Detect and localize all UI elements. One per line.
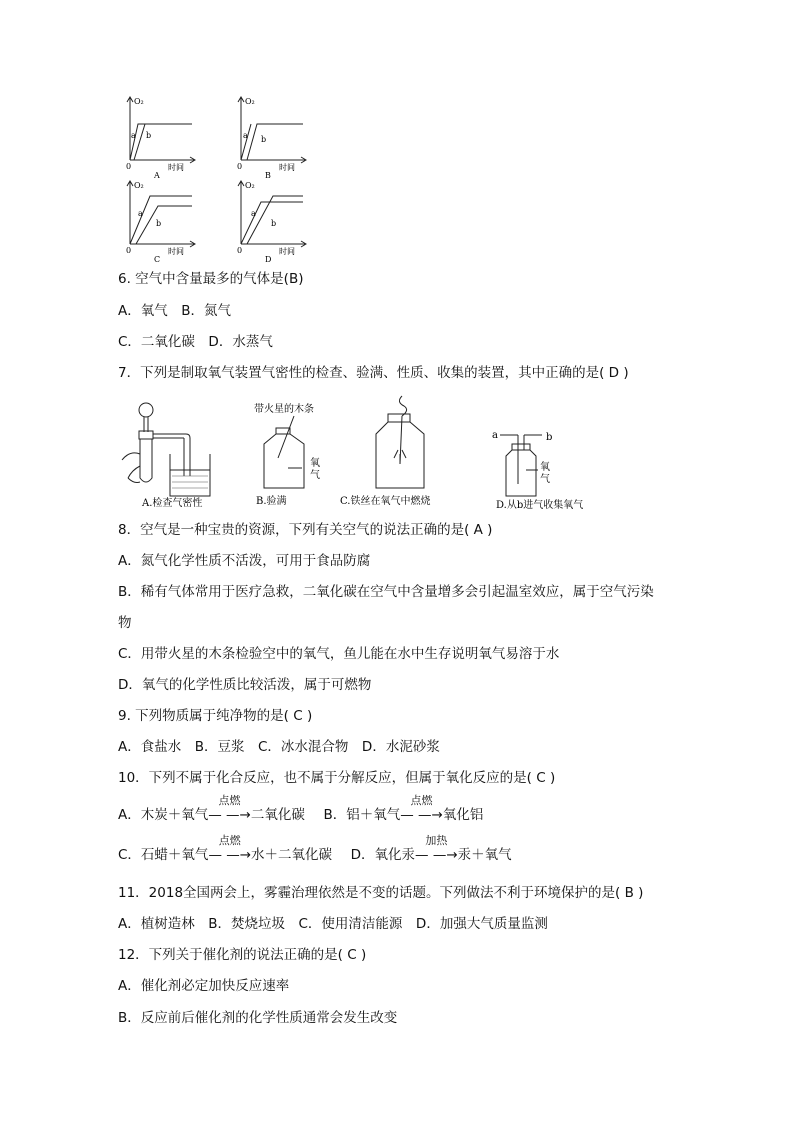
svg-text:时间: 时间 [279,163,295,172]
apparatus-c [338,392,458,510]
q8-stem: 8．空气是一种宝贵的资源，下列有关空气的说法正确的是( A ) [118,522,493,538]
svg-text:D: D [265,255,272,262]
q11-options: A．植树造林 B．焚烧垃圾 C．使用清洁能源 D．加强大气质量监测 [118,916,548,932]
q6-options-2: C．二氧化碳 D．水蒸气 [118,334,273,350]
q9-stem: 9. 下列物质属于纯净物的是( C ) [118,708,313,724]
svg-text:B: B [265,171,271,178]
svg-text:a: a [138,209,143,218]
svg-text:b: b [271,219,277,228]
graph-caption: A [154,171,160,178]
apparatus-b [248,398,348,510]
line-b-label: b [146,131,152,140]
q8-option-c: C．用带火星的木条检验空中的氧气，鱼儿能在水中生存说明氧气易溶于水 [118,646,560,662]
q12-stem: 12．下列关于催化剂的说法正确的是( C ) [118,947,367,963]
port-a-label: a [492,430,498,441]
svg-text:0: 0 [237,246,243,255]
svg-text:氧: 氧 [310,458,320,469]
line-a-label: a [131,131,136,140]
apparatus-d [490,426,600,510]
svg-text:b: b [261,135,267,144]
q7-stem: 7．下列是制取氧气装置气密性的检查、验满、性质、收集的装置，其中正确的是( D ) [118,365,629,381]
svg-text:气: 气 [310,470,320,481]
y-axis-label: O₂ [134,97,144,106]
svg-text:C: C [154,255,161,262]
apparatus-a [118,398,228,510]
svg-text:b: b [156,219,162,228]
q9-options: A．食盐水 B．豆浆 C．冰水混合物 D．水泥砂浆 [118,739,440,755]
graph-d [229,176,309,262]
x-axis-label: 时间 [168,163,184,172]
apparatus-a-caption: A.检查气密性 [142,498,203,509]
graph-b [229,92,309,178]
graph-a [118,92,198,178]
svg-text:时间: 时间 [168,247,184,256]
svg-text:0: 0 [237,162,243,171]
svg-text:时间: 时间 [279,247,295,256]
q8-option-a: A．氮气化学性质不活泼，可用于食品防腐 [118,553,371,569]
q6-options-1: A．氧气 B．氮气 [118,303,231,319]
svg-text:O₂: O₂ [245,97,255,106]
q6-stem: 6. 空气中含量最多的气体是(B) [118,271,304,287]
q8-option-b: B．稀有气体常用于医疗急救，二氧化碳在空气中含量增多会引起温室效应，属于空气污染 [118,584,654,600]
line-b [134,124,145,160]
q11-stem: 11．2018全国两会上，雾霾治理依然是不变的话题。下列做法不利于环境保护的是( B ) [118,885,644,901]
line-a [241,124,251,160]
line-b [247,124,303,160]
svg-text:氧: 氧 [540,462,550,473]
svg-text:0: 0 [126,246,132,255]
q12-option-a: A．催化剂必定加快反应速率 [118,978,290,994]
origin-label: 0 [126,162,132,171]
q10-options-ab: A．木炭＋氧气 点燃 — —→二氧化碳 B．铝＋氧气 点燃 — —→氧化铝 [118,794,484,823]
q12-option-b: B．反应前后催化剂的化学性质通常会发生改变 [118,1010,398,1026]
graph-c [118,176,198,262]
svg-text:a: a [243,131,248,140]
svg-text:气: 气 [540,474,550,485]
q10-options-cd: C．石蜡＋氧气 点燃 — —→水＋二氧化碳 D．氧化汞 加热 — —→汞＋氧气 [118,834,512,863]
q10-stem: 10．下列不属于化合反应，也不属于分解反应，但属于氧化反应的是( C ) [118,770,556,786]
svg-text:a: a [251,209,256,218]
q8-option-d: D．氧气的化学性质比较活泼，属于可燃物 [118,677,372,693]
svg-text:O₂: O₂ [134,181,144,190]
q8-option-b-cont: 物 [118,615,132,631]
apparatus-b-label: 带火星的木条 [254,404,314,415]
line-b [136,206,192,244]
apparatus-d-caption: D.从b进气收集氧气 [496,500,584,510]
apparatus-b-caption: B.验满 [256,496,287,507]
port-b-label: b [546,432,553,443]
apparatus-c-caption: C.铁丝在氧气中燃烧 [340,496,431,507]
svg-text:O₂: O₂ [245,181,255,190]
